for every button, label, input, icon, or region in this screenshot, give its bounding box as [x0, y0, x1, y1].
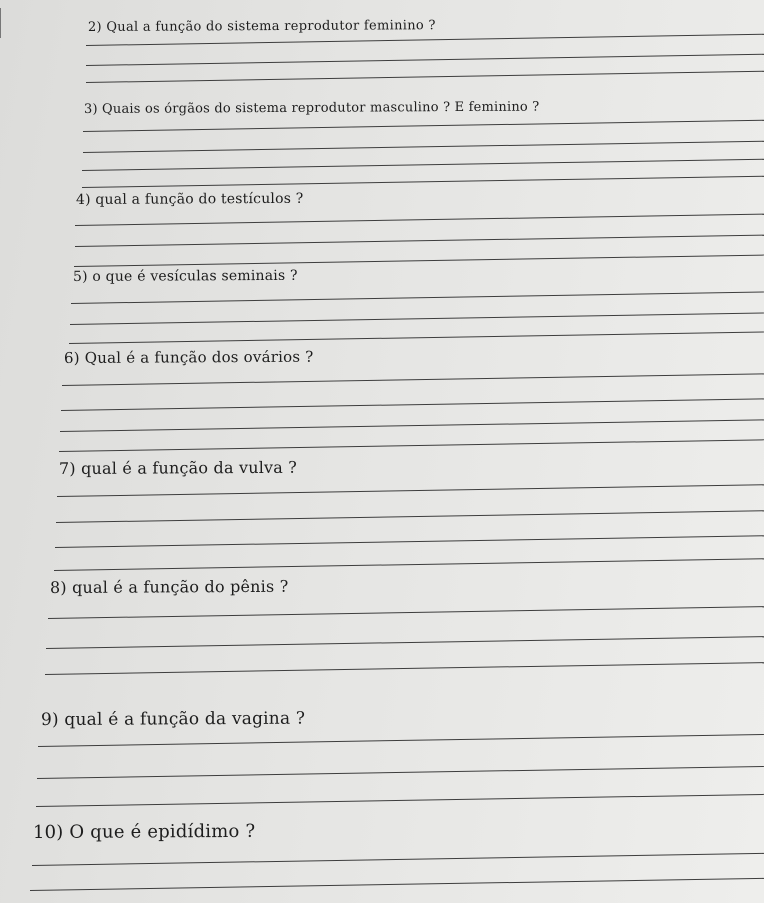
answer-line[interactable]: [83, 120, 764, 132]
answer-line[interactable]: [75, 235, 764, 247]
answer-line[interactable]: [75, 214, 764, 226]
answer-line[interactable]: [54, 558, 764, 571]
answer-line[interactable]: [69, 331, 764, 344]
answer-line[interactable]: [46, 636, 764, 649]
answer-line[interactable]: [32, 853, 764, 866]
answer-line[interactable]: [48, 606, 764, 619]
paper-edge-mark: [0, 8, 5, 38]
answer-line[interactable]: [62, 373, 764, 386]
answer-line[interactable]: [59, 439, 764, 452]
answer-line[interactable]: [37, 766, 764, 779]
answer-line[interactable]: [36, 794, 764, 807]
answer-line[interactable]: [74, 255, 764, 267]
answer-line[interactable]: [57, 484, 764, 497]
answer-line[interactable]: [86, 54, 764, 66]
answer-line[interactable]: [71, 292, 764, 304]
question-10: 10) O que é epidídimo ?: [32, 820, 256, 843]
question-6: 6) Qual é a função dos ovários ?: [63, 347, 314, 367]
question-8: 8) qual é a função do pênis ?: [49, 576, 289, 597]
answer-line[interactable]: [45, 662, 764, 675]
question-4: 4) qual a função do testículos ?: [75, 190, 304, 208]
question-2: 2) Qual a função do sistema reprodutor feminino ?: [87, 18, 436, 35]
answer-line[interactable]: [56, 510, 764, 523]
answer-line[interactable]: [86, 34, 764, 46]
answer-line[interactable]: [60, 419, 764, 432]
answer-line[interactable]: [30, 878, 764, 891]
answer-line[interactable]: [82, 176, 764, 188]
answer-line[interactable]: [61, 398, 764, 411]
question-5: 5) o que é vesículas seminais ?: [72, 267, 298, 285]
answer-line[interactable]: [82, 159, 764, 171]
answer-line[interactable]: [38, 734, 764, 747]
answer-line[interactable]: [55, 535, 764, 548]
answer-line[interactable]: [86, 71, 764, 83]
answer-line[interactable]: [70, 312, 764, 325]
answer-line[interactable]: [83, 141, 764, 153]
question-9: 9) qual é a função da vagina ?: [40, 708, 306, 730]
question-7: 7) qual é a função da vulva ?: [58, 457, 298, 478]
question-3: 3) Quais os órgãos do sistema reprodutor masculino ? E feminino ?: [83, 99, 540, 117]
